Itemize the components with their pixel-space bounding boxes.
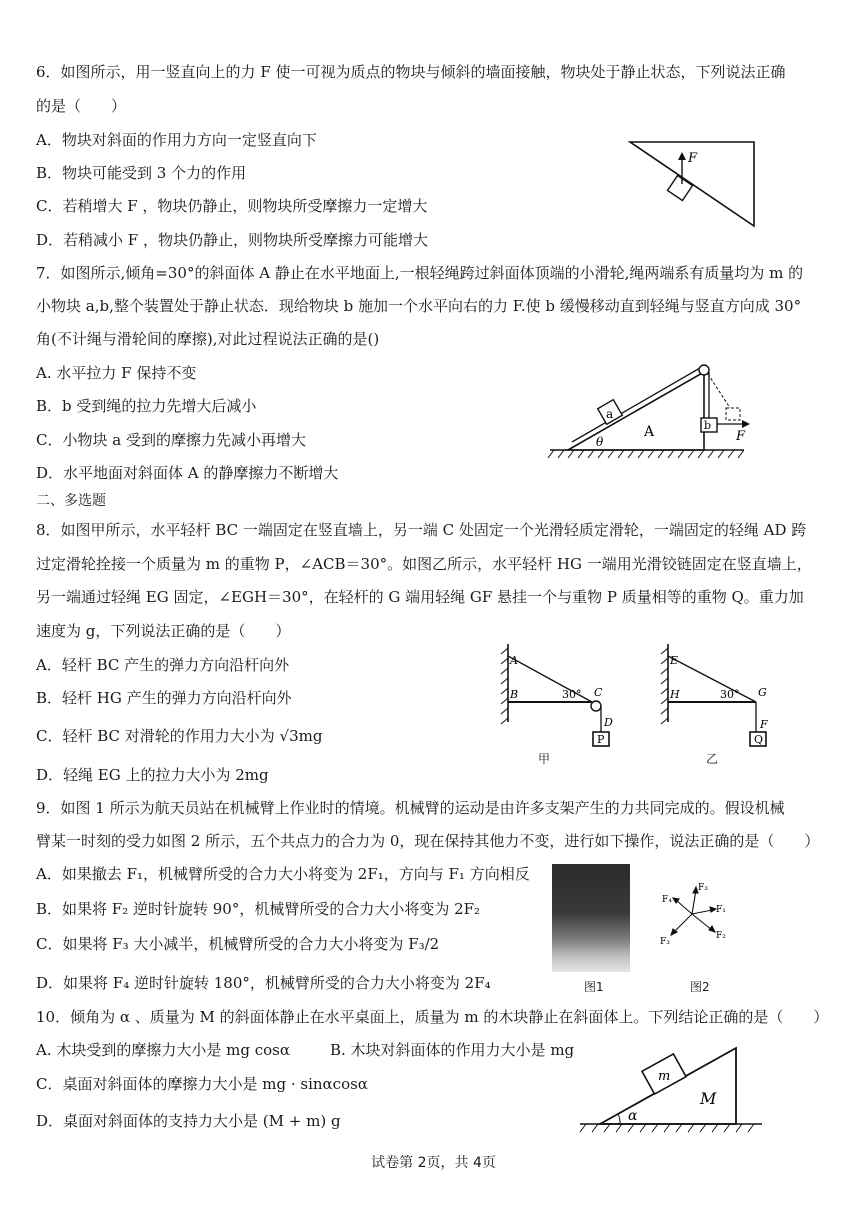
- q8-stem-line2: 过定滑轮拴接一个质量为 m 的重物 P，∠ACB＝30°。如图乙所示，水平轻杆 HG 一端用光滑铰链固定在竖直墙上，: [36, 555, 812, 573]
- q9-force-f2: F₂: [716, 931, 726, 941]
- q8-option-b: B．轻杆 HG 产生的弹力方向沿杆向外: [36, 689, 292, 707]
- q8-point-b: B: [510, 688, 519, 701]
- q8-point-h: H: [670, 688, 680, 701]
- q8-stem-line3: 另一端通过轻绳 EG 固定，∠EGH＝30°，在轻杆的 G 端用轻绳 GF 悬挂一个与重物 P 质量相等的重物 Q。重力加: [36, 588, 804, 606]
- q8-point-a: A: [510, 654, 518, 667]
- q9-option-d: D．如果将 F₄ 逆时针旋转 180°，机械臂所受的合力大小将变为 2F₄: [36, 974, 491, 992]
- q8-point-d: D: [604, 716, 613, 729]
- page-footer: 试卷第 2页，共 4页: [371, 1155, 496, 1171]
- q7-force-label: F: [736, 429, 746, 444]
- q7-option-a: A. 水平拉力 F 保持不变: [36, 364, 197, 382]
- q8-point-c: C: [594, 686, 603, 699]
- q6-stem-line2: 的是（ ）: [36, 97, 127, 115]
- q6-force-label: F: [688, 151, 698, 166]
- q7-figure: [544, 360, 756, 466]
- q9-stem-line2: 臂某一时刻的受力如图 2 所示，五个共点力的合力为 0，现在保持其他力不变，进行如下操作，说法正确的是（ ）: [36, 832, 820, 850]
- q8-caption-jia: 甲: [538, 752, 551, 766]
- q6-option-a: A．物块对斜面的作用力方向一定竖直向下: [36, 131, 317, 149]
- q7-stem-line3: 角(不计绳与滑轮间的摩擦),对此过程说法正确的是(): [36, 330, 380, 348]
- q9-option-c: C．如果将 F₃ 大小减半，机械臂所受的合力大小将变为 F₃/2: [36, 935, 440, 953]
- q7-theta-label: θ: [596, 435, 604, 449]
- q6-option-c: C．若稍增大 F ，物块仍静止，则物块所受摩擦力一定增大: [36, 197, 428, 215]
- q9-caption-fig1: 图1: [584, 980, 604, 994]
- q10-incline-M-label: M: [700, 1089, 717, 1108]
- q8-weight-q-label: Q: [754, 733, 764, 746]
- q7-incline-label: A: [644, 424, 655, 440]
- q8-stem-line1: 8．如图甲所示，水平轻杆 BC 一端固定在竖直墙上，另一端 C 处固定一个光滑轻质定滑轮，一端固定的轻绳 AD 跨: [36, 521, 807, 539]
- q9-option-b: B．如果将 F₂ 逆时针旋转 90°，机械臂所受的合力大小将变为 2F₂: [36, 900, 481, 918]
- q8-stem-line4: 速度为 g，下列说法正确的是（ ）: [36, 622, 291, 640]
- q10-block-m-label: m: [658, 1069, 671, 1084]
- q9-force-f4: F₄: [662, 895, 672, 905]
- q10-figure: [576, 1042, 766, 1134]
- q9-force-f3-top: F₃: [698, 883, 708, 893]
- q10-option-c: C．桌面对斜面体的摩擦力大小是 mg · sinαcosα: [36, 1075, 368, 1093]
- q9-force-f1: F₁: [716, 905, 726, 915]
- q9-force-diagram: [656, 880, 736, 950]
- q7-option-d: D．水平地面对斜面体 A 的静摩擦力不断增大: [36, 464, 339, 482]
- section-multiple-choice: 二、多选题: [36, 493, 106, 509]
- q7-stem-line2: 小物块 a,b,整个装置处于静止状态．现给物块 b 施加一个水平向右的力 F.使 b 缓慢移动直到轻绳与竖直方向成 30°: [36, 297, 802, 315]
- q8-option-d: D．轻绳 EG 上的拉力大小为 2mg: [36, 766, 269, 784]
- q8-angle-acb: 30°: [562, 688, 582, 701]
- q9-option-a: A．如果撤去 F₁，机械臂所受的合力大小将变为 2F₁，方向与 F₁ 方向相反: [36, 865, 530, 883]
- q10-option-b: B. 木块对斜面体的作用力大小是 mg: [330, 1041, 575, 1059]
- q8-figure-jia: [492, 640, 622, 752]
- q6-figure: [628, 138, 758, 230]
- q7-stem-line1: 7．如图所示,倾角=30°的斜面体 A 静止在水平地面上,一根轻绳跨过斜面体顶端的小滑轮,绳两端系有质量均为 m 的: [36, 264, 804, 282]
- q9-astronaut-photo: [552, 864, 630, 972]
- q8-point-f: F: [760, 718, 768, 731]
- q10-alpha-label: α: [628, 1108, 638, 1124]
- q9-force-f3: F₃: [660, 937, 670, 947]
- q10-option-d: D．桌面对斜面体的支持力大小是 (M + m) g: [36, 1112, 341, 1130]
- q8-option-a: A．轻杆 BC 产生的弹力方向沿杆向外: [36, 656, 290, 674]
- q8-weight-p-label: P: [597, 733, 605, 746]
- q7-option-c: C．小物块 a 受到的摩擦力先减小再增大: [36, 431, 306, 449]
- q8-option-c: C．轻杆 BC 对滑轮的作用力大小为 √3mg: [36, 727, 323, 745]
- q6-option-d: D．若稍减小 F ，物块仍静止，则物块所受摩擦力可能增大: [36, 231, 428, 249]
- q8-figure-yi: [656, 640, 776, 752]
- q8-angle-egh: 30°: [720, 688, 740, 701]
- q10-option-a: A. 木块受到的摩擦力大小是 mg cosα: [36, 1041, 290, 1059]
- q6-option-b: B．物块可能受到 3 个力的作用: [36, 164, 247, 182]
- q7-block-b-label: b: [704, 419, 712, 432]
- q9-caption-fig2: 图2: [690, 980, 710, 994]
- q10-stem: 10．倾角为 α 、质量为 M 的斜面体静止在水平桌面上，质量为 m 的木块静止在斜面体上。下列结论正确的是（ ）: [36, 1008, 829, 1026]
- q7-option-b: B．b 受到绳的拉力先增大后减小: [36, 397, 257, 415]
- q7-block-a-label: a: [606, 407, 614, 421]
- q8-point-e: E: [670, 654, 679, 667]
- q8-point-g: G: [758, 686, 767, 699]
- q9-stem-line1: 9．如图 1 所示为航天员站在机械臂上作业时的情境。机械臂的运动是由许多支架产生的力共同完成的。假设机械: [36, 799, 785, 817]
- q6-stem-line1: 6．如图所示，用一竖直向上的力 F 使一可视为质点的物块与倾斜的墙面接触，物块处于静止状态，下列说法正确: [36, 63, 786, 81]
- q8-caption-yi: 乙: [706, 752, 719, 766]
